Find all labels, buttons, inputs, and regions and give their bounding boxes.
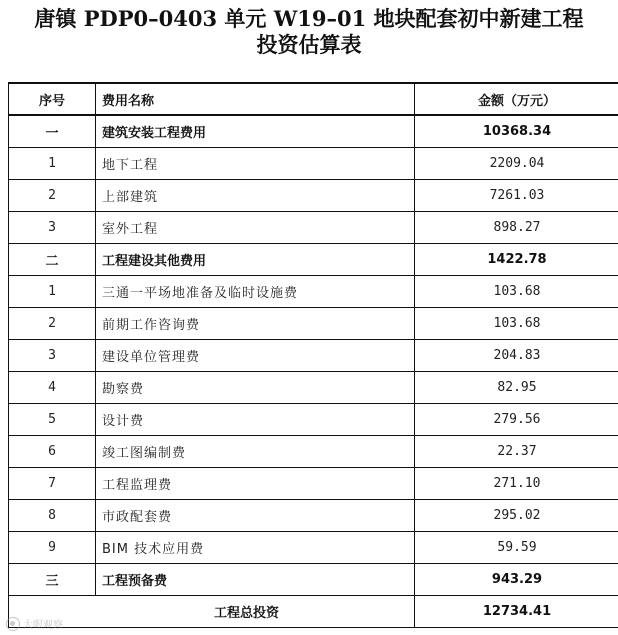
table-header-row <box>9 83 618 115</box>
cell-name: 工程建设其他费用 <box>96 244 415 276</box>
cell-no: 4 <box>9 372 96 404</box>
title-line-2: 投资估算表 <box>256 32 362 57</box>
cell-name: BIM 技术应用费 <box>96 532 415 564</box>
watermark-logo-icon <box>6 617 20 631</box>
cell-no: 3 <box>9 212 96 244</box>
cell-name: 地下工程 <box>96 148 415 180</box>
cell-name: 上部建筑 <box>96 180 415 212</box>
total-label: 工程总投资 <box>9 596 415 628</box>
cell-amount: 898.27 <box>415 212 618 244</box>
table-row <box>9 276 618 308</box>
cell-no: 5 <box>9 404 96 436</box>
cell-no: 2 <box>9 308 96 340</box>
cell-no: 8 <box>9 500 96 532</box>
table-row <box>9 436 618 468</box>
table-section-row <box>9 244 618 276</box>
table-section-row <box>9 564 618 596</box>
investment-estimate-table <box>8 82 618 628</box>
cell-no: 二 <box>9 244 96 276</box>
cell-no: 6 <box>9 436 96 468</box>
title-line-1: 唐镇 PDP0–0403 单元 W19–01 地块配套初中新建工程 <box>34 6 584 31</box>
watermark <box>6 616 63 631</box>
cell-no: 3 <box>9 340 96 372</box>
cell-no: 7 <box>9 468 96 500</box>
cell-amount: 943.29 <box>415 564 618 596</box>
table-row <box>9 532 618 564</box>
cell-no: 三 <box>9 564 96 596</box>
table-row <box>9 340 618 372</box>
cell-amount: 59.59 <box>415 532 618 564</box>
document-title <box>0 6 618 58</box>
table-section-row <box>9 115 618 148</box>
header-amount: 金额（万元） <box>415 83 618 115</box>
cell-amount: 103.68 <box>415 276 618 308</box>
table-total-row <box>9 596 618 628</box>
watermark-text: 大眼观察 <box>23 620 63 631</box>
cell-name: 工程监理费 <box>96 468 415 500</box>
cell-amount: 204.83 <box>415 340 618 372</box>
table-row <box>9 372 618 404</box>
table-row <box>9 308 618 340</box>
cell-name: 三通一平场地准备及临时设施费 <box>96 276 415 308</box>
cell-no: 1 <box>9 276 96 308</box>
cell-name: 勘察费 <box>96 372 415 404</box>
cell-amount: 2209.04 <box>415 148 618 180</box>
cell-amount: 22.37 <box>415 436 618 468</box>
table-body <box>9 115 618 628</box>
cell-name: 建筑安装工程费用 <box>96 115 415 148</box>
table-row <box>9 468 618 500</box>
cell-amount: 271.10 <box>415 468 618 500</box>
table-row <box>9 180 618 212</box>
table-row <box>9 212 618 244</box>
cell-name: 市政配套费 <box>96 500 415 532</box>
cell-name: 工程预备费 <box>96 564 415 596</box>
cell-no: 2 <box>9 180 96 212</box>
total-amount: 12734.41 <box>415 596 618 628</box>
cell-amount: 10368.34 <box>415 115 618 148</box>
cell-amount: 103.68 <box>415 308 618 340</box>
cell-amount: 82.95 <box>415 372 618 404</box>
cell-name: 设计费 <box>96 404 415 436</box>
table-row <box>9 500 618 532</box>
cell-name: 室外工程 <box>96 212 415 244</box>
cell-no: 1 <box>9 148 96 180</box>
table-row <box>9 148 618 180</box>
table-row <box>9 404 618 436</box>
cell-amount: 295.02 <box>415 500 618 532</box>
cell-amount: 1422.78 <box>415 244 618 276</box>
cell-no: 一 <box>9 115 96 148</box>
cell-no: 9 <box>9 532 96 564</box>
cell-name: 前期工作咨询费 <box>96 308 415 340</box>
cell-name: 建设单位管理费 <box>96 340 415 372</box>
cell-amount: 279.56 <box>415 404 618 436</box>
cell-amount: 7261.03 <box>415 180 618 212</box>
header-no: 序号 <box>9 83 96 115</box>
header-name: 费用名称 <box>96 83 415 115</box>
cell-name: 竣工图编制费 <box>96 436 415 468</box>
